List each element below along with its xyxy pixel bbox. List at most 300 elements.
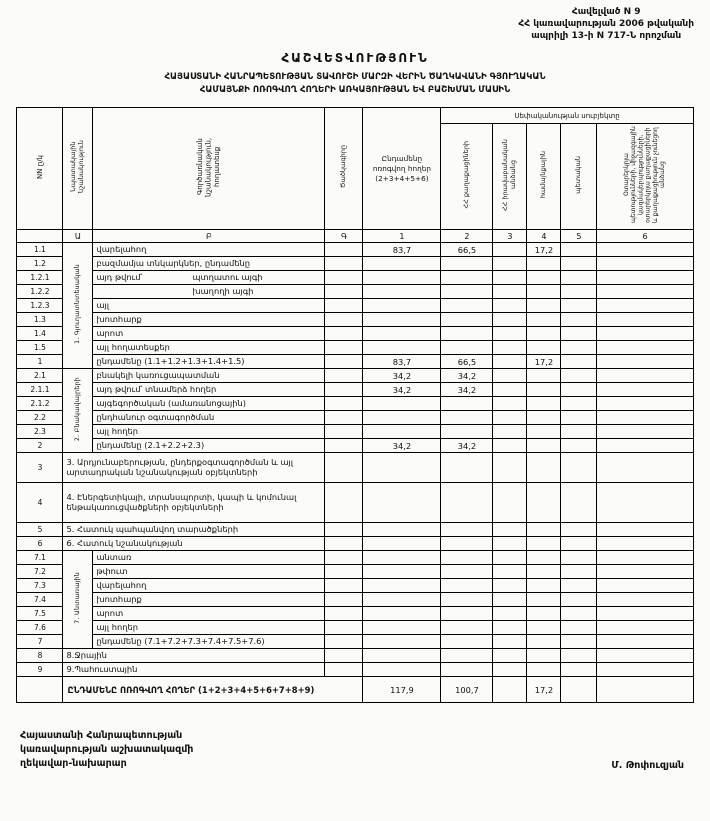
value-cell <box>527 383 561 397</box>
land-type-cell <box>93 257 325 271</box>
value-cell <box>527 537 561 551</box>
value-cell <box>493 369 527 383</box>
report-title: ՀԱՇՎԵՏՎՈՒԹՅՈՒՆ <box>281 51 429 66</box>
value-cell <box>493 313 527 327</box>
value-cell <box>441 299 493 313</box>
report-subtitle <box>12 71 698 97</box>
value-cell <box>527 663 561 677</box>
column-letter-cell: 1 <box>363 230 441 243</box>
col-header-purpose-label: Նպատակային նշանակություն <box>69 140 85 194</box>
land-type-cell <box>93 341 325 355</box>
value-cell <box>363 411 441 425</box>
value-cell <box>561 383 597 397</box>
report-table <box>16 107 693 703</box>
table-row <box>17 341 693 355</box>
category-label-cell: 3. Արդյունաբերության, ընդերքօգտագործման և այլ արտադրական նշանակության օբյեկտների <box>63 453 325 483</box>
row-label: այլ <box>96 299 110 310</box>
col-header-total-irrigated: Ընդամենը ոռոգվող հողեր (2+3+4+5+6) <box>363 108 441 230</box>
value-cell <box>441 523 493 537</box>
code-cell <box>325 523 363 537</box>
value-cell <box>363 271 441 285</box>
value-cell <box>527 523 561 537</box>
table-row <box>17 677 693 703</box>
code-cell <box>325 439 363 453</box>
value-cell <box>597 593 693 607</box>
table-row <box>17 483 693 523</box>
value-cell <box>527 635 561 649</box>
value-cell <box>527 327 561 341</box>
row-number-cell: 2 <box>17 439 63 453</box>
value-cell <box>597 327 693 341</box>
col-header-state <box>561 124 597 230</box>
table-row <box>17 299 693 313</box>
value-cell <box>493 327 527 341</box>
value-cell <box>597 299 693 313</box>
value-cell <box>527 313 561 327</box>
col-header-ownership-subject-group: Սեփականության սուբյեկտը <box>441 108 693 124</box>
value-cell <box>363 257 441 271</box>
row-number-cell: 7.3 <box>17 579 63 593</box>
signatory-title-line-3: ղեկավար-նախարար <box>20 757 127 769</box>
value-cell <box>363 649 441 663</box>
value-cell <box>493 621 527 635</box>
land-type-cell <box>93 327 325 341</box>
value-cell <box>493 677 527 703</box>
signatory-title-line-1: Հայաստանի Հանրապետության <box>20 730 183 742</box>
value-cell <box>597 523 693 537</box>
value-cell <box>493 397 527 411</box>
value-cell <box>527 411 561 425</box>
land-type-cell <box>93 439 325 453</box>
land-type-cell <box>93 607 325 621</box>
row-label: ընդամենը (7.1+7.2+7.3+7.4+7.5+7.6) <box>96 635 265 646</box>
code-cell <box>325 243 363 257</box>
value-cell <box>561 439 597 453</box>
column-letter-row <box>17 230 693 243</box>
value-cell <box>363 593 441 607</box>
row-label: այգեգործական (ամառանոցային) <box>96 397 246 408</box>
row-number-cell: 4 <box>17 483 63 523</box>
code-cell <box>325 621 363 635</box>
row-label: արոտ <box>96 327 124 338</box>
row-number-cell: 2.1.1 <box>17 383 63 397</box>
category-label-cell: 4. Էներգետիկայի, տրանսպորտի, կապի և կոմունալ ենթակառուցվածքների օբյեկտների <box>63 483 325 523</box>
value-cell: 34,2 <box>363 369 441 383</box>
value-cell: 17,2 <box>527 243 561 257</box>
value-cell <box>493 355 527 369</box>
value-cell <box>597 677 693 703</box>
land-type-cell <box>93 411 325 425</box>
value-cell <box>441 411 493 425</box>
land-type-cell <box>93 285 325 299</box>
value-cell <box>597 579 693 593</box>
land-type-cell <box>93 313 325 327</box>
category-label-cell: 5. Հատուկ պահպանվող տարածքների <box>63 523 325 537</box>
row-number-cell: 2.3 <box>17 425 63 439</box>
value-cell <box>493 523 527 537</box>
code-cell <box>325 397 363 411</box>
value-cell <box>561 299 597 313</box>
col-header-community-label: համայնքային <box>539 151 548 199</box>
code-cell <box>325 383 363 397</box>
row-label: այդ թվում՝ տնամերձ հողեր <box>96 383 217 394</box>
category-label-cell: 9.Պահուստային <box>63 663 325 677</box>
row-label: թփուտ <box>96 565 128 576</box>
land-type-cell <box>93 425 325 439</box>
value-cell <box>597 271 693 285</box>
row-number-cell: 1.1 <box>17 243 63 257</box>
table-row <box>17 313 693 327</box>
value-cell: 34,2 <box>441 369 493 383</box>
col-header-citizens <box>441 124 493 230</box>
col-header-foreign <box>597 124 693 230</box>
code-cell <box>325 411 363 425</box>
signature-block <box>12 729 698 770</box>
row-number-cell: 1.4 <box>17 327 63 341</box>
value-cell <box>493 453 527 483</box>
appendix-line-1: Հավելված N 9 <box>571 7 641 17</box>
value-cell <box>441 453 493 483</box>
table-row <box>17 383 693 397</box>
value-cell <box>561 565 597 579</box>
code-cell <box>325 537 363 551</box>
header-row-top <box>17 108 693 124</box>
table-row <box>17 593 693 607</box>
value-cell <box>363 285 441 299</box>
value-cell <box>527 425 561 439</box>
table-row <box>17 397 693 411</box>
appendix-line-2: ՀՀ կառավարության 2006 թվականի <box>518 19 694 30</box>
row-label-prefix: այդ թվում՝ <box>96 271 143 282</box>
value-cell <box>597 663 693 677</box>
value-cell <box>527 285 561 299</box>
code-cell <box>325 341 363 355</box>
land-type-cell <box>93 271 325 285</box>
row-label: խոտհարք <box>96 593 142 604</box>
row-label: ընդամենը (1.1+1.2+1.3+1.4+1.5) <box>96 355 245 366</box>
value-cell <box>363 607 441 621</box>
value-cell <box>493 257 527 271</box>
column-letter-cell: 5 <box>561 230 597 243</box>
value-cell: 17,2 <box>527 677 561 703</box>
value-cell <box>527 299 561 313</box>
land-type-cell <box>93 243 325 257</box>
value-cell <box>561 341 597 355</box>
value-cell <box>363 327 441 341</box>
row-label: վարելահող <box>96 579 147 590</box>
value-cell <box>441 621 493 635</box>
value-cell <box>597 285 693 299</box>
value-cell: 66,5 <box>441 355 493 369</box>
row-label: ընդամենը (2.1+2.2+2.3) <box>96 439 205 450</box>
code-cell <box>325 551 363 565</box>
row-number-cell: 7.5 <box>17 607 63 621</box>
column-letter-cell <box>17 230 63 243</box>
value-cell <box>597 411 693 425</box>
row-label: այլ հողեր <box>96 621 138 632</box>
code-cell <box>325 635 363 649</box>
row-number-cell: 2.2 <box>17 411 63 425</box>
value-cell <box>561 663 597 677</box>
value-cell <box>493 579 527 593</box>
purpose-group-cell <box>63 551 93 649</box>
value-cell <box>363 341 441 355</box>
row-number-cell: 1.2.3 <box>17 299 63 313</box>
value-cell <box>561 523 597 537</box>
land-type-cell <box>93 579 325 593</box>
code-cell <box>325 649 363 663</box>
value-cell <box>493 607 527 621</box>
value-cell: 34,2 <box>441 383 493 397</box>
column-letter-cell: 6 <box>597 230 693 243</box>
value-cell <box>597 369 693 383</box>
land-type-cell <box>93 551 325 565</box>
row-number-cell: 1.5 <box>17 341 63 355</box>
table-row <box>17 565 693 579</box>
value-cell <box>441 341 493 355</box>
table-row <box>17 327 693 341</box>
value-cell <box>561 635 597 649</box>
row-number-cell: 2.1 <box>17 369 63 383</box>
value-cell <box>363 483 441 523</box>
value-cell <box>363 425 441 439</box>
value-cell: 34,2 <box>363 439 441 453</box>
column-letter-cell: 2 <box>441 230 493 243</box>
code-cell <box>325 299 363 313</box>
table-row <box>17 285 693 299</box>
value-cell <box>441 537 493 551</box>
value-cell <box>493 243 527 257</box>
column-letter-cell: 4 <box>527 230 561 243</box>
value-cell: 100,7 <box>441 677 493 703</box>
row-label: ընդհանուր օգտագործման <box>96 411 215 422</box>
row-number-cell: 5 <box>17 523 63 537</box>
col-header-code <box>325 108 363 230</box>
value-cell <box>441 271 493 285</box>
value-cell <box>441 579 493 593</box>
table-row <box>17 663 693 677</box>
table-row <box>17 453 693 483</box>
row-number-cell <box>17 677 63 703</box>
row-number-cell: 8 <box>17 649 63 663</box>
table-row <box>17 257 693 271</box>
value-cell <box>441 649 493 663</box>
value-cell <box>363 663 441 677</box>
row-label: խոտհարք <box>96 313 142 324</box>
value-cell <box>561 285 597 299</box>
code-cell <box>325 257 363 271</box>
table-row <box>17 649 693 663</box>
value-cell <box>561 579 597 593</box>
code-cell <box>325 285 363 299</box>
value-cell <box>597 341 693 355</box>
table-row <box>17 369 693 383</box>
value-cell: 83,7 <box>363 243 441 257</box>
code-cell <box>325 593 363 607</box>
table-row <box>17 411 693 425</box>
value-cell: 66,5 <box>441 243 493 257</box>
value-cell <box>597 565 693 579</box>
value-cell <box>561 243 597 257</box>
code-cell <box>325 565 363 579</box>
value-cell <box>527 341 561 355</box>
col-header-purpose <box>63 108 93 230</box>
code-cell <box>325 355 363 369</box>
value-cell <box>597 425 693 439</box>
land-type-cell <box>93 369 325 383</box>
row-number-cell: 1.2 <box>17 257 63 271</box>
value-cell <box>597 439 693 453</box>
row-label: բազմամյա տնկարկներ, ընդամենը <box>96 257 251 268</box>
land-type-cell <box>93 593 325 607</box>
value-cell <box>493 537 527 551</box>
row-label: պտղատու այգի <box>192 271 263 282</box>
col-header-state-label: պետական <box>574 155 583 194</box>
report-subtitle-line-1: ՀԱՅԱՍՏԱՆԻ ՀԱՆՐԱՊԵՏՈՒԹՅԱՆ ՏԱՎՈՒՇԻ ՄԱՐԶԻ ՎԵՐԻՆ ԾԱՂԿԱՎԱՆԻ ԳՅՈՒՂԱԿԱՆ <box>164 72 546 83</box>
table-body <box>17 243 693 703</box>
row-number-cell: 3 <box>17 453 63 483</box>
value-cell <box>527 565 561 579</box>
table-row <box>17 537 693 551</box>
purpose-group-label: 2. Բնակավայրերի <box>74 376 82 441</box>
value-cell <box>561 483 597 523</box>
row-label: խաղողի այգի <box>192 285 254 296</box>
row-number-cell: 6 <box>17 537 63 551</box>
column-letter-cell: Բ <box>93 230 325 243</box>
table-row <box>17 243 693 257</box>
land-type-cell <box>93 397 325 411</box>
value-cell <box>597 313 693 327</box>
purpose-group-label: 1. Գյուղատնտեսական <box>74 263 82 344</box>
value-cell <box>527 271 561 285</box>
row-number-cell: 1.2.1 <box>17 271 63 285</box>
land-type-cell <box>93 621 325 635</box>
value-cell <box>561 257 597 271</box>
land-type-cell <box>93 635 325 649</box>
table-row <box>17 523 693 537</box>
table-row <box>17 425 693 439</box>
row-number-cell: 1 <box>17 355 63 369</box>
col-header-functional <box>93 108 325 230</box>
value-cell <box>561 313 597 327</box>
report-subtitle-line-2: ՀԱՄԱՅՆՔԻ ՈՌՈԳՎՈՂ ՀՈՂԵՐԻ ԱՌԿԱՅՈՒԹՅԱՆ ԵՎ ԲԱՇԽՄԱՆ ՄԱՍԻՆ <box>199 85 511 96</box>
value-cell: 34,2 <box>363 383 441 397</box>
value-cell <box>441 607 493 621</box>
value-cell <box>527 439 561 453</box>
value-cell <box>441 663 493 677</box>
value-cell <box>527 551 561 565</box>
value-cell <box>597 397 693 411</box>
value-cell <box>363 397 441 411</box>
value-cell <box>561 593 597 607</box>
col-header-legal-entities <box>493 124 527 230</box>
value-cell <box>561 397 597 411</box>
value-cell <box>561 411 597 425</box>
grand-total-label-cell: ԸՆԴԱՄԵՆԸ ՈՌՈԳՎՈՂ ՀՈՂԵՐ (1+2+3+4+5+6+7+8+9) <box>63 677 363 703</box>
code-cell <box>325 369 363 383</box>
code-cell <box>325 663 363 677</box>
value-cell <box>363 537 441 551</box>
table-row <box>17 607 693 621</box>
row-number-cell: 7.2 <box>17 565 63 579</box>
value-cell: 83,7 <box>363 355 441 369</box>
land-type-cell <box>93 299 325 313</box>
row-number-cell: 7.1 <box>17 551 63 565</box>
value-cell <box>527 607 561 621</box>
code-cell <box>325 425 363 439</box>
value-cell <box>493 285 527 299</box>
purpose-group-cell <box>63 243 93 369</box>
table-row <box>17 439 693 453</box>
value-cell <box>493 649 527 663</box>
value-cell <box>597 257 693 271</box>
value-cell <box>527 369 561 383</box>
col-header-code-label: Ծածկագիրը <box>339 145 348 189</box>
value-cell <box>441 483 493 523</box>
value-cell <box>441 313 493 327</box>
value-cell <box>597 621 693 635</box>
land-type-cell <box>93 565 325 579</box>
value-cell <box>527 593 561 607</box>
value-cell <box>527 649 561 663</box>
row-label: վարելահող <box>96 243 147 254</box>
value-cell <box>493 411 527 425</box>
row-number-cell: 7 <box>17 635 63 649</box>
value-cell <box>527 397 561 411</box>
value-cell <box>527 621 561 635</box>
row-label: այլ հողատեսքեր <box>96 341 170 352</box>
value-cell <box>493 593 527 607</box>
row-label: բնակելի կառուցապատման <box>96 369 220 380</box>
value-cell <box>441 257 493 271</box>
row-label: արոտ <box>96 607 124 618</box>
col-header-citizens-label: ՀՀ քաղաքացիների <box>462 140 471 209</box>
appendix-note <box>518 6 694 42</box>
row-number-cell: 7.4 <box>17 593 63 607</box>
table-row <box>17 621 693 635</box>
value-cell <box>597 551 693 565</box>
column-letter-cell: Գ <box>325 230 363 243</box>
value-cell <box>561 551 597 565</box>
value-cell: 34,2 <box>441 439 493 453</box>
value-cell <box>527 453 561 483</box>
code-cell <box>325 607 363 621</box>
row-number-cell: 1.2.2 <box>17 285 63 299</box>
row-number-cell: 9 <box>17 663 63 677</box>
value-cell <box>597 635 693 649</box>
value-cell: 117,9 <box>363 677 441 703</box>
value-cell <box>597 537 693 551</box>
code-cell <box>325 313 363 327</box>
signatory-title <box>20 729 193 770</box>
category-label-cell: 8.Ջրային <box>63 649 325 663</box>
table-row <box>17 271 693 285</box>
value-cell <box>441 565 493 579</box>
value-cell <box>493 663 527 677</box>
value-cell <box>363 621 441 635</box>
value-cell <box>561 607 597 621</box>
value-cell <box>441 635 493 649</box>
signatory-title-line-2: կառավարության աշխատակազմի <box>20 743 194 755</box>
row-number-cell: 2.1.2 <box>17 397 63 411</box>
value-cell <box>363 453 441 483</box>
code-cell <box>325 579 363 593</box>
value-cell <box>597 483 693 523</box>
value-cell <box>561 271 597 285</box>
row-label: անտառ <box>96 551 132 562</box>
value-cell <box>363 565 441 579</box>
value-cell <box>441 285 493 299</box>
